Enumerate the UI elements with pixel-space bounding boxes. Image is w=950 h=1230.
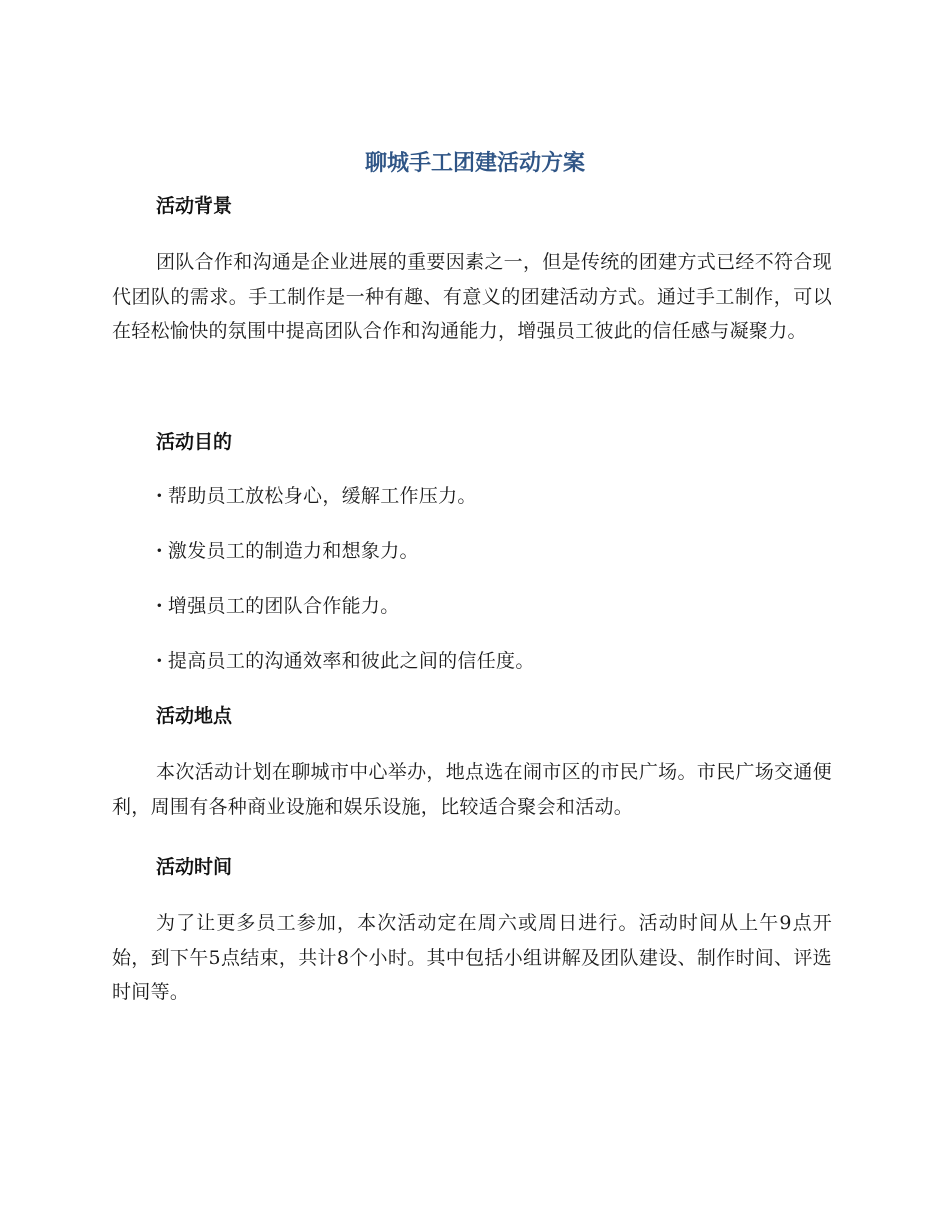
purpose-bullet-item [156,537,419,565]
purpose-bullet-text: 增强员工的团队合作能力。 [167,595,400,617]
purpose-bullet-item [156,647,535,675]
purpose-bullet-item [156,592,400,620]
section-heading-purpose: 活动目的 [156,431,233,453]
time-paragraph: 为了让更多员工参加，本次活动定在周六或周日进行。活动时间从上午9点开始，到下午5点结束，共计8个小时。其中包括小组讲解及团队建设、制作时间、评选时间等。 [112,912,832,1003]
bullet-dot: · [156,540,163,562]
background-paragraph: 团队合作和沟通是企业进展的重要因素之一，但是传统的团建方式已经不符合现代团队的需求。手工制作是一种有趣、有意义的团建活动方式。通过手工制作，可以在轻松愉快的氛围中提高团队合作和沟通能力，增强员工彼此的信任感与凝聚力。 [112,251,832,342]
purpose-bullet-item [156,482,477,510]
document-title: 聊城手工团建活动方案 [364,151,585,176]
bullet-dot: · [156,595,163,617]
section-heading-location: 活动地点 [156,705,233,727]
purpose-bullet-text: 激发员工的制造力和想象力。 [167,540,419,562]
bullet-dot: · [156,650,163,672]
section-heading-time: 活动时间 [156,856,233,878]
purpose-bullet-text: 提高员工的沟通效率和彼此之间的信任度。 [167,650,535,672]
purpose-bullet-text: 帮助员工放松身心，缓解工作压力。 [167,485,477,507]
bullet-dot: · [156,485,163,507]
section-heading-background: 活动背景 [156,195,233,217]
location-paragraph: 本次活动计划在聊城市中心举办，地点选在闹市区的市民广场。市民广场交通便利，周围有各种商业设施和娱乐设施，比较适合聚会和活动。 [112,761,832,818]
